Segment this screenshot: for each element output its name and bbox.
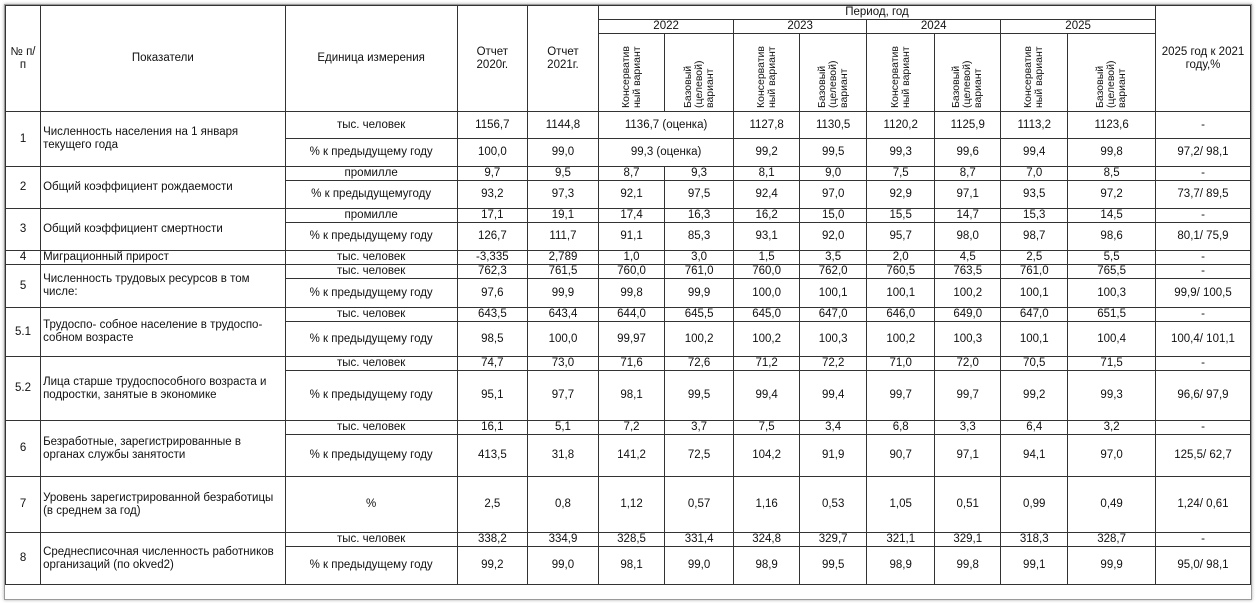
unit-cell: % к предыдущему году (285, 371, 457, 421)
value-cell: 17,1 (457, 209, 527, 223)
value-cell: 645,5 (665, 308, 734, 322)
value-cell: 93,2 (457, 181, 527, 209)
col-header-year-2023: 2023 (734, 20, 867, 34)
value-cell: 760,0 (734, 265, 800, 279)
value-cell: 2,0 (867, 251, 935, 265)
value-cell: 1130,5 (800, 112, 867, 139)
col-header-base-2023 (800, 34, 867, 112)
variant-label: Консерватив ный вариант (619, 45, 643, 108)
value-cell: 3,4 (800, 421, 867, 435)
col-header-period: Период, год (599, 6, 1156, 20)
variant-label: Консерватив ный вариант (1022, 45, 1046, 108)
value-cell: 98,0 (935, 223, 1001, 251)
value-cell: 0,51 (935, 477, 1001, 533)
indicator-name: Лица старше трудоспособного возраста и подростки, занятые в экономике (41, 357, 285, 421)
ratio-cell: 1,24/ 0,61 (1155, 477, 1250, 533)
value-cell: 97,1 (935, 435, 1001, 477)
ratio-cell: - (1155, 308, 1250, 322)
value-cell: 99,9 (527, 279, 598, 308)
value-cell: 338,2 (457, 533, 527, 547)
ratio-cell: 80,1/ 75,9 (1155, 223, 1250, 251)
value-cell: 763,5 (935, 265, 1001, 279)
value-cell: 7,0 (1001, 167, 1068, 181)
ratio-cell: - (1155, 251, 1250, 265)
unit-cell: % к предыдущему году (285, 139, 457, 167)
value-cell: 100,2 (734, 322, 800, 357)
value-cell: 99,0 (527, 139, 598, 167)
value-cell: 100,0 (527, 322, 598, 357)
value-cell: 331,4 (665, 533, 734, 547)
value-cell: 99,4 (734, 371, 800, 421)
table-row (6, 357, 1251, 371)
row-number: 8 (6, 533, 41, 585)
value-cell: 1156,7 (457, 112, 527, 139)
value-cell: 97,2 (1068, 181, 1156, 209)
value-cell: 99,7 (867, 371, 935, 421)
document-viewport (4, 4, 1252, 600)
table-row (6, 308, 1251, 322)
ratio-cell: - (1155, 209, 1250, 223)
value-cell: 3,0 (665, 251, 734, 265)
value-cell: 765,5 (1068, 265, 1156, 279)
indicator-name: Миграционный прирост (41, 251, 285, 265)
value-cell: 71,0 (867, 357, 935, 371)
value-cell: 126,7 (457, 223, 527, 251)
value-cell: 0,8 (527, 477, 598, 533)
value-cell: 72,0 (935, 357, 1001, 371)
variant-label: Базовый (целевой) вариант (681, 59, 716, 108)
value-cell: 98,1 (599, 371, 665, 421)
unit-cell: % к предыдущему году (285, 322, 457, 357)
value-cell: 91,9 (800, 435, 867, 477)
col-header-report-2020: Отчет 2020г. (457, 6, 527, 112)
value-cell: 7,5 (867, 167, 935, 181)
value-cell: 99,3 (867, 139, 935, 167)
value-cell: 91,1 (599, 223, 665, 251)
value-cell: 93,5 (1001, 181, 1068, 209)
value-cell: 100,0 (457, 139, 527, 167)
ratio-cell: 73,7/ 89,5 (1155, 181, 1250, 209)
unit-cell: % к предыдущему году (285, 223, 457, 251)
value-cell: 92,4 (734, 181, 800, 209)
value-cell: 328,5 (599, 533, 665, 547)
value-cell: 99,0 (527, 547, 598, 585)
unit-cell: % к предыдущему году (285, 435, 457, 477)
indicator-name: Общий коэффициент смертности (41, 209, 285, 251)
value-cell: 2,5 (457, 477, 527, 533)
value-cell: 318,3 (1001, 533, 1068, 547)
value-cell: 1,16 (734, 477, 800, 533)
value-cell: 97,5 (665, 181, 734, 209)
value-cell: 99,2 (734, 139, 800, 167)
value-cell: 98,1 (599, 547, 665, 585)
col-header-base-2022 (665, 34, 734, 112)
table-row (6, 265, 1251, 279)
value-cell: 72,5 (665, 435, 734, 477)
indicator-name: Уровень зарегистрированной безработицы (в среднем за год) (41, 477, 285, 533)
value-cell: 74,7 (457, 357, 527, 371)
value-cell-merged: 99,3 (оценка) (599, 139, 734, 167)
variant-label: Базовый (целевой) вариант (950, 59, 985, 108)
value-cell: 99,97 (599, 322, 665, 357)
indicator-name: Численность населения на 1 января текущего года (41, 112, 285, 167)
value-cell: 99,3 (1068, 371, 1156, 421)
col-header-conservative-2023 (734, 34, 800, 112)
value-cell: 99,4 (800, 371, 867, 421)
value-cell: 644,0 (599, 308, 665, 322)
value-cell: 324,8 (734, 533, 800, 547)
col-header-unit: Единица измерения (285, 6, 457, 112)
variant-label: Консерватив ный вариант (754, 45, 778, 108)
indicator-name: Среднесписочная численность работников организаций (по okved2) (41, 533, 285, 585)
ratio-cell: 96,6/ 97,9 (1155, 371, 1250, 421)
value-cell: 9,7 (457, 167, 527, 181)
table-row (6, 477, 1251, 533)
value-cell: 9,5 (527, 167, 598, 181)
value-cell: 760,5 (867, 265, 935, 279)
value-cell: 72,6 (665, 357, 734, 371)
unit-cell: тыс. человек (285, 265, 457, 279)
value-cell: 3,2 (1068, 421, 1156, 435)
unit-cell: % к предыдущему году (285, 547, 457, 585)
unit-cell: % к предыдущему году (285, 279, 457, 308)
col-header-base-2024 (935, 34, 1001, 112)
value-cell: 1120,2 (867, 112, 935, 139)
unit-cell: тыс. человек (285, 251, 457, 265)
value-cell: 99,9 (665, 279, 734, 308)
forecast-table (5, 5, 1251, 585)
unit-cell: промилле (285, 167, 457, 181)
value-cell: -3,335 (457, 251, 527, 265)
variant-label: Базовый (целевой) вариант (815, 59, 850, 108)
value-cell: 321,1 (867, 533, 935, 547)
value-cell: 15,3 (1001, 209, 1068, 223)
ratio-cell: - (1155, 265, 1250, 279)
value-cell: 651,5 (1068, 308, 1156, 322)
value-cell: 4,5 (935, 251, 1001, 265)
value-cell: 98,9 (867, 547, 935, 585)
value-cell: 1,0 (599, 251, 665, 265)
value-cell: 100,3 (1068, 279, 1156, 308)
col-header-year-2025: 2025 (1001, 20, 1156, 34)
table-row (6, 251, 1251, 265)
value-cell: 97,7 (527, 371, 598, 421)
unit-cell: % к предыдущемугоду (285, 181, 457, 209)
value-cell: 97,3 (527, 181, 598, 209)
value-cell: 5,5 (1068, 251, 1156, 265)
value-cell: 94,1 (1001, 435, 1068, 477)
value-cell: 100,3 (800, 322, 867, 357)
indicator-name: Численность трудовых ресурсов в том числе: (41, 265, 285, 308)
value-cell: 100,1 (867, 279, 935, 308)
indicator-name: Общий коэффициент рождаемости (41, 167, 285, 209)
ratio-cell: - (1155, 533, 1250, 547)
ratio-cell: - (1155, 421, 1250, 435)
ratio-cell: - (1155, 167, 1250, 181)
value-cell: 100,1 (800, 279, 867, 308)
value-cell-merged: 1136,7 (оценка) (599, 112, 734, 139)
unit-cell: % (285, 477, 457, 533)
value-cell: 90,7 (867, 435, 935, 477)
value-cell: 71,5 (1068, 357, 1156, 371)
value-cell: 1,12 (599, 477, 665, 533)
value-cell: 99,8 (1068, 139, 1156, 167)
value-cell: 649,0 (935, 308, 1001, 322)
value-cell: 1113,2 (1001, 112, 1068, 139)
value-cell: 99,8 (599, 279, 665, 308)
value-cell: 70,5 (1001, 357, 1068, 371)
value-cell: 100,3 (935, 322, 1001, 357)
ratio-cell: 99,9/ 100,5 (1155, 279, 1250, 308)
value-cell: 328,7 (1068, 533, 1156, 547)
col-header-report-2021: Отчет 2021г. (527, 6, 598, 112)
value-cell: 329,7 (800, 533, 867, 547)
value-cell: 329,1 (935, 533, 1001, 547)
value-cell: 99,0 (665, 547, 734, 585)
value-cell: 100,0 (734, 279, 800, 308)
col-header-no: № п/п (6, 6, 41, 112)
table-row (6, 421, 1251, 435)
ratio-cell: 97,2/ 98,1 (1155, 139, 1250, 167)
table-body (6, 112, 1251, 585)
value-cell: 100,4 (1068, 322, 1156, 357)
value-cell: 762,3 (457, 265, 527, 279)
value-cell: 92,0 (800, 223, 867, 251)
value-cell: 3,5 (800, 251, 867, 265)
row-number: 5.1 (6, 308, 41, 357)
value-cell: 8,7 (599, 167, 665, 181)
col-header-conservative-2024 (867, 34, 935, 112)
value-cell: 762,0 (800, 265, 867, 279)
value-cell: 334,9 (527, 533, 598, 547)
value-cell: 19,1 (527, 209, 598, 223)
row-number: 1 (6, 112, 41, 167)
value-cell: 99,9 (1068, 547, 1156, 585)
value-cell: 413,5 (457, 435, 527, 477)
value-cell: 100,1 (1001, 279, 1068, 308)
value-cell: 1123,6 (1068, 112, 1156, 139)
unit-cell: тыс. человек (285, 112, 457, 139)
value-cell: 99,1 (1001, 547, 1068, 585)
unit-cell: тыс. человек (285, 357, 457, 371)
value-cell: 92,1 (599, 181, 665, 209)
unit-cell: тыс. человек (285, 308, 457, 322)
indicator-name: Безработные, зарегистрированные в органах службы занятости (41, 421, 285, 477)
value-cell: 98,7 (1001, 223, 1068, 251)
value-cell: 104,2 (734, 435, 800, 477)
value-cell: 0,57 (665, 477, 734, 533)
table-row (6, 167, 1251, 181)
unit-cell: тыс. человек (285, 421, 457, 435)
row-number: 5.2 (6, 357, 41, 421)
value-cell: 9,3 (665, 167, 734, 181)
col-header-conservative-2025 (1001, 34, 1068, 112)
value-cell: 100,2 (665, 322, 734, 357)
value-cell: 15,0 (800, 209, 867, 223)
value-cell: 99,4 (1001, 139, 1068, 167)
value-cell: 17,4 (599, 209, 665, 223)
value-cell: 645,0 (734, 308, 800, 322)
variant-label: Консерватив ный вариант (888, 45, 912, 108)
value-cell: 71,2 (734, 357, 800, 371)
col-header-year-2024: 2024 (867, 20, 1001, 34)
value-cell: 1144,8 (527, 112, 598, 139)
value-cell: 99,5 (800, 547, 867, 585)
value-cell: 72,2 (800, 357, 867, 371)
value-cell: 16,2 (734, 209, 800, 223)
value-cell: 5,1 (527, 421, 598, 435)
unit-cell: тыс. человек (285, 533, 457, 547)
value-cell: 99,6 (935, 139, 1001, 167)
value-cell: 16,1 (457, 421, 527, 435)
value-cell: 95,1 (457, 371, 527, 421)
value-cell: 99,5 (800, 139, 867, 167)
row-number: 3 (6, 209, 41, 251)
ratio-cell: 100,4/ 101,1 (1155, 322, 1250, 357)
value-cell: 1125,9 (935, 112, 1001, 139)
value-cell: 643,5 (457, 308, 527, 322)
value-cell: 2,789 (527, 251, 598, 265)
value-cell: 141,2 (599, 435, 665, 477)
value-cell: 100,2 (867, 322, 935, 357)
value-cell: 7,5 (734, 421, 800, 435)
value-cell: 6,4 (1001, 421, 1068, 435)
table-row (6, 533, 1251, 547)
value-cell: 97,0 (1068, 435, 1156, 477)
value-cell: 761,5 (527, 265, 598, 279)
col-header-conservative-2022 (599, 34, 665, 112)
value-cell: 1,05 (867, 477, 935, 533)
value-cell: 31,8 (527, 435, 598, 477)
value-cell: 14,7 (935, 209, 1001, 223)
col-header-year-2022: 2022 (599, 20, 734, 34)
value-cell: 99,7 (935, 371, 1001, 421)
col-header-base-2025 (1068, 34, 1156, 112)
value-cell: 646,0 (867, 308, 935, 322)
ratio-cell: 95,0/ 98,1 (1155, 547, 1250, 585)
value-cell: 3,7 (665, 421, 734, 435)
value-cell: 1,5 (734, 251, 800, 265)
row-number: 5 (6, 265, 41, 308)
value-cell: 760,0 (599, 265, 665, 279)
value-cell: 8,7 (935, 167, 1001, 181)
value-cell: 98,5 (457, 322, 527, 357)
value-cell: 7,2 (599, 421, 665, 435)
value-cell: 97,6 (457, 279, 527, 308)
table-row (6, 209, 1251, 223)
value-cell: 98,6 (1068, 223, 1156, 251)
value-cell: 99,5 (665, 371, 734, 421)
value-cell: 0,53 (800, 477, 867, 533)
value-cell: 85,3 (665, 223, 734, 251)
value-cell: 97,1 (935, 181, 1001, 209)
value-cell: 8,5 (1068, 167, 1156, 181)
value-cell: 95,7 (867, 223, 935, 251)
value-cell: 0,99 (1001, 477, 1068, 533)
value-cell: 3,3 (935, 421, 1001, 435)
col-header-ratio: 2025 год к 2021 году,% (1155, 6, 1250, 112)
table-row (6, 112, 1251, 139)
value-cell: 8,1 (734, 167, 800, 181)
value-cell: 93,1 (734, 223, 800, 251)
value-cell: 100,2 (935, 279, 1001, 308)
value-cell: 98,9 (734, 547, 800, 585)
value-cell: 71,6 (599, 357, 665, 371)
value-cell: 647,0 (800, 308, 867, 322)
variant-label: Базовый (целевой) вариант (1094, 59, 1129, 108)
ratio-cell: 125,5/ 62,7 (1155, 435, 1250, 477)
indicator-name: Трудоспо- собное население в трудоспо- собном возрасте (41, 308, 285, 357)
value-cell: 99,2 (457, 547, 527, 585)
value-cell: 1127,8 (734, 112, 800, 139)
value-cell: 15,5 (867, 209, 935, 223)
col-header-indicators: Показатели (41, 6, 285, 112)
value-cell: 99,8 (935, 547, 1001, 585)
value-cell: 100,1 (1001, 322, 1068, 357)
row-number: 7 (6, 477, 41, 533)
value-cell: 111,7 (527, 223, 598, 251)
ratio-cell: - (1155, 112, 1250, 139)
value-cell: 9,0 (800, 167, 867, 181)
value-cell: 73,0 (527, 357, 598, 371)
value-cell: 643,4 (527, 308, 598, 322)
ratio-cell: - (1155, 357, 1250, 371)
value-cell: 97,0 (800, 181, 867, 209)
value-cell: 761,0 (1001, 265, 1068, 279)
row-number: 4 (6, 251, 41, 265)
value-cell: 14,5 (1068, 209, 1156, 223)
value-cell: 16,3 (665, 209, 734, 223)
row-number: 2 (6, 167, 41, 209)
value-cell: 761,0 (665, 265, 734, 279)
value-cell: 99,2 (1001, 371, 1068, 421)
value-cell: 647,0 (1001, 308, 1068, 322)
value-cell: 6,8 (867, 421, 935, 435)
value-cell: 92,9 (867, 181, 935, 209)
row-number: 6 (6, 421, 41, 477)
unit-cell: промилле (285, 209, 457, 223)
value-cell: 2,5 (1001, 251, 1068, 265)
value-cell: 0,49 (1068, 477, 1156, 533)
table-header (6, 6, 1251, 112)
